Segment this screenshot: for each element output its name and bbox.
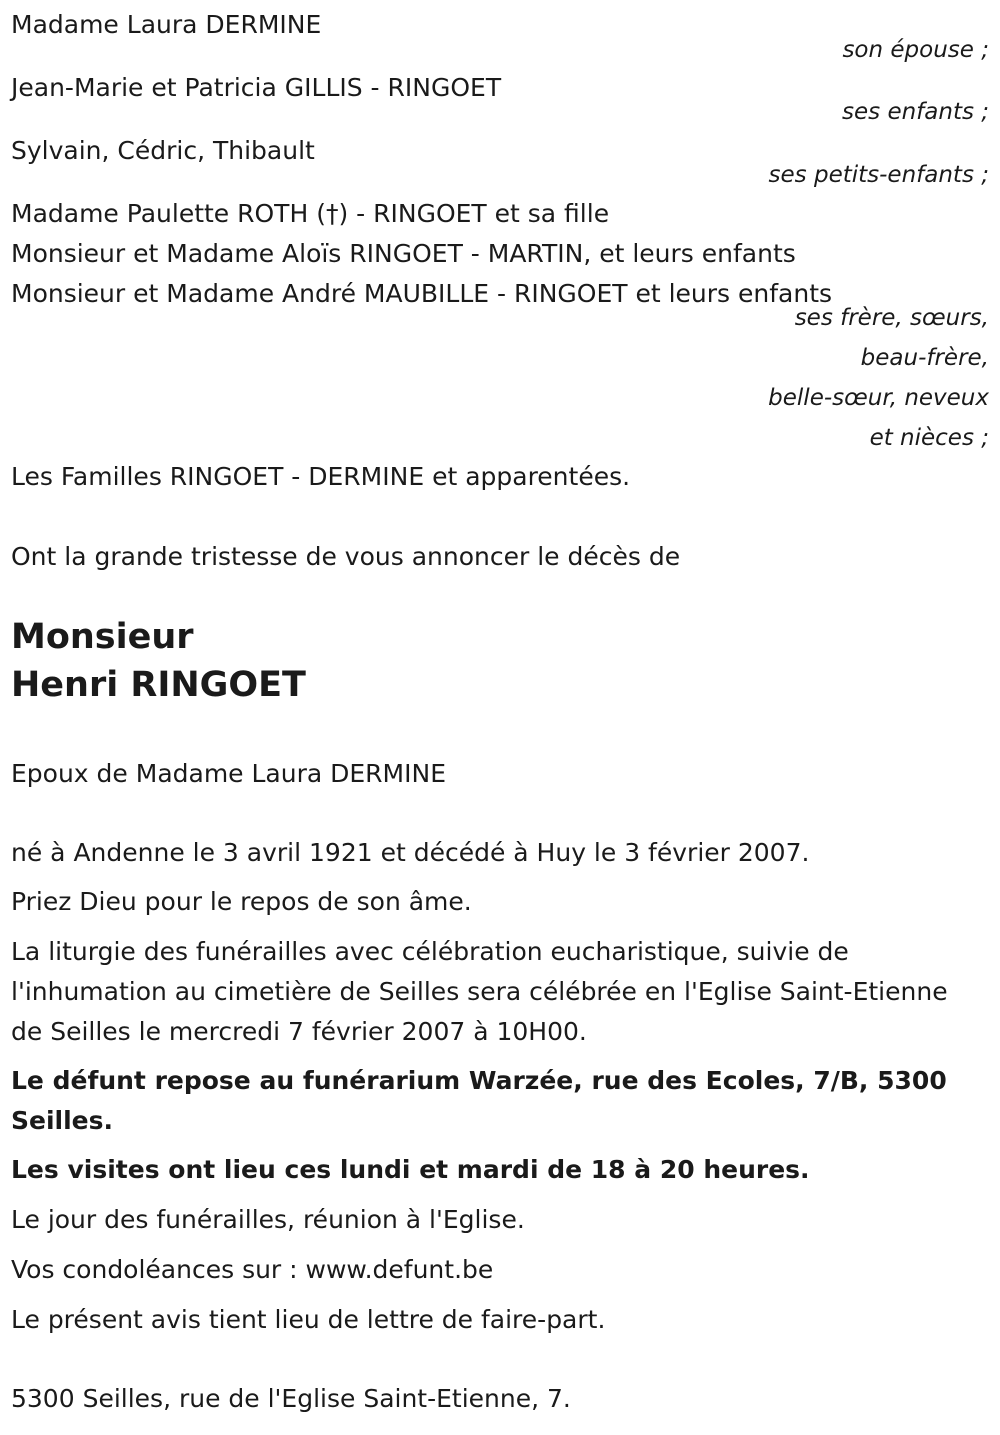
condolences: Vos condoléances sur : www.defunt.be (11, 1255, 494, 1284)
family-member-spouse: Madame Laura DERMINE (11, 10, 322, 39)
family-member-grandchildren: Sylvain, Cédric, Thibault (11, 136, 315, 165)
announcement: Ont la grande tristesse de vous annoncer le décès de (11, 542, 681, 571)
visits: Les visites ont lieu ces lundi et mardi de 18 à 20 heures. (11, 1155, 810, 1184)
families-line: Les Familles RINGOET - DERMINE et apparentées. (11, 462, 631, 491)
sibling-line-3: Monsieur et Madame André MAUBILLE - RINGOET et leurs enfants (11, 279, 833, 308)
birth-death: né à Andenne le 3 avril 1921 et décédé à Huy le 3 février 2007. (11, 838, 810, 867)
meeting: Le jour des funérailles, réunion à l'Eglise. (11, 1205, 525, 1234)
sibling-line-1: Madame Paulette ROTH (†) - RINGOET et sa fille (11, 199, 610, 228)
relation-children: ses enfants ; (842, 99, 989, 125)
family-member-children: Jean-Marie et Patricia GILLIS - RINGOET (11, 73, 502, 102)
sibling-line-2: Monsieur et Madame Aloïs RINGOET - MARTIN, et leurs enfants (11, 239, 796, 268)
liturgy: La liturgie des funérailles avec célébration eucharistique, suivie de l'inhumation au cimetière de Seilles sera célébrée en l'Eglise Saint-Etienne de Seilles le mercredi 7 février 2007 à 10H00. (11, 937, 948, 1046)
deceased-title: Monsieur (11, 617, 194, 657)
relation-spouse: son épouse ; (842, 37, 989, 63)
address: 5300 Seilles, rue de l'Eglise Saint-Etienne, 7. (11, 1384, 571, 1413)
relation-siblings-3: belle-sœur, neveux (768, 385, 989, 411)
relation-siblings-4: et nièces ; (869, 425, 989, 451)
spouse-line: Epoux de Madame Laura DERMINE (11, 759, 446, 788)
relation-siblings-2: beau-frère, (860, 345, 989, 371)
notice: Le présent avis tient lieu de lettre de faire-part. (11, 1305, 606, 1334)
repose: Le défunt repose au funérarium Warzée, rue des Ecoles, 7/B, 5300 Seilles. (11, 1066, 947, 1135)
prayer: Priez Dieu pour le repos de son âme. (11, 887, 472, 916)
deceased-name: Henri RINGOET (11, 665, 306, 705)
relation-siblings-1: ses frère, sœurs, (794, 305, 989, 331)
relation-grandchildren: ses petits-enfants ; (768, 162, 989, 188)
